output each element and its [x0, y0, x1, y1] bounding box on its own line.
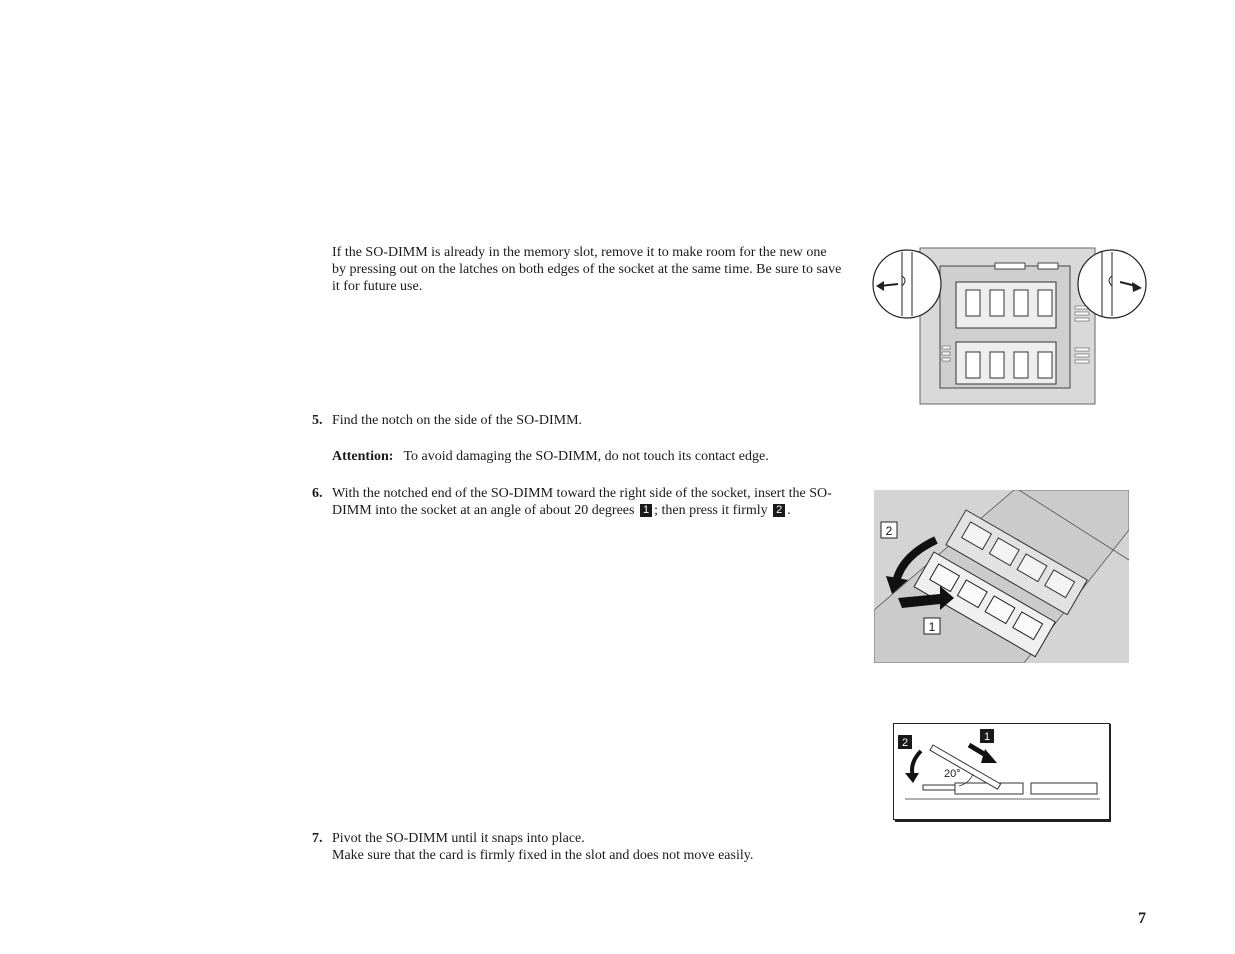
step-5-number: 5.	[312, 413, 323, 428]
step-5-text: Find the notch on the side of the SO-DIMM.	[332, 413, 583, 428]
step-6-number: 6.	[312, 486, 323, 501]
step-7-line-1: Pivot the SO-DIMM until it snaps into place.	[332, 831, 585, 846]
intro-paragraph: If the SO-DIMM is already in the memory slot, remove it to make room for the new one by pressing out on the latches on both edges of the socket at the same time. Be sure to save it for future use.	[332, 245, 842, 294]
step-7-line-2: Make sure that the card is firmly fixed in the slot and does not move easily.	[332, 848, 754, 863]
attention-text: To avoid damaging the SO-DIMM, do not touch its contact edge.	[403, 449, 769, 464]
diagram-label-2: 2	[901, 737, 909, 749]
callout-1: 1	[640, 504, 652, 517]
step-7-number: 7.	[312, 831, 323, 846]
attention-label: Attention:	[332, 449, 394, 464]
angle-label: 20°	[944, 768, 961, 780]
callout-2: 2	[773, 504, 785, 517]
step-6-text-a: With the notched end of the SO-DIMM toward the right side of the socket, insert the SO-DIMM into the socket at an angle of about 20 degrees	[332, 486, 832, 518]
diagram-label-1: 1	[983, 731, 991, 743]
step-6-text-c: .	[787, 503, 791, 518]
step-6-text-b: ; then press it firmly	[654, 503, 768, 518]
attention-note	[332, 448, 842, 465]
step-6-text	[332, 485, 842, 519]
remove-sodimm-figure	[870, 246, 1150, 408]
insert-sodimm-figure	[874, 490, 1129, 663]
figure-label-1: 1	[928, 620, 936, 634]
page-number: 7	[1138, 910, 1146, 927]
figure-label-2: 2	[885, 524, 893, 538]
angle-diagram-figure	[893, 723, 1112, 823]
